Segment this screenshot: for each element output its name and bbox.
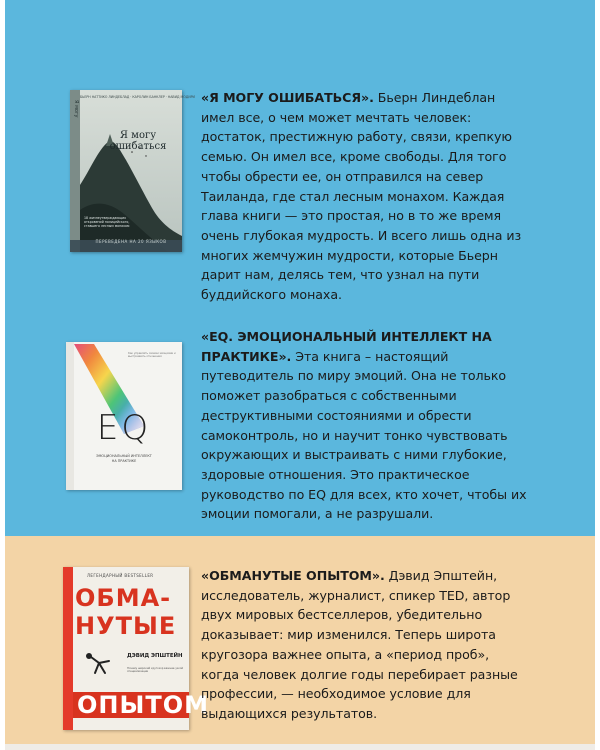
book-cover-obmanutye-opytom	[63, 567, 210, 730]
book-cover-eq	[66, 342, 182, 490]
falling-figure-icon	[81, 651, 121, 681]
book3-small-text: Почему широкий кругозор важнее узкой специализации	[127, 667, 184, 674]
book1-description	[201, 88, 531, 305]
book2-cover-subtitle	[66, 454, 182, 463]
book3-author: ДЭВИД ЭПШТЕЙН	[127, 653, 183, 659]
book2-description-title: «EQ. ЭМОЦИОНАЛЬНЫЙ ИНТЕЛЛЕКТ НА ПРАКТИКЕ».	[201, 329, 492, 364]
book3-description	[201, 566, 531, 724]
book3-title-line3: ОПЫТОМ	[73, 692, 189, 718]
book2-description	[201, 327, 531, 524]
book3-title-line2: НУТЫЕ	[75, 612, 177, 640]
book3-description-title: «ОБМАНУТЫЕ ОПЫТОМ».	[201, 568, 385, 583]
book2-subtitle-line2: НА ПРАКТИКЕ	[111, 458, 137, 463]
book3-badge: ЛЕГЕНДАРНЫЙ BESTSELLER	[87, 573, 154, 578]
book2-description-text: Эта книга – настоящий путеводитель по миру эмоций. Она не только поможет разобраться с собственными деструктивными состояниями и обрести самоконтроль, но и научит тонко чувствовать окружающих и выстраивать с ними глубокие, здоровые отношения. Это практическое руководство по EQ для всех, кто хочет, чтобы их эмоции помогали, а не разрушали.	[201, 348, 527, 522]
book3-title-line1: ОБМА-	[75, 584, 172, 612]
book2-blurb: Как управлять своими эмоциями и выстраивать отношения	[128, 352, 176, 359]
book1-description-text: Бьерн Линдеблан имел все, о чем может мечтать человек: достаток, престижную работу, связи, крепкую семью. Он имел все, кроме свободы. Для того чтобы обрести ее, он отправился на север Таиланда, где стал лесным монахом. Каждая глава книги — это простая, но в то же время очень глубокая мудрость. И всего лишь одна из многих жемчужин мудрости, которые Бьерн дарит нам, делясь тем, что узнал на пути буддийского монаха.	[201, 90, 522, 303]
book1-description-title: «Я МОГУ ОШИБАТЬСЯ».	[201, 90, 374, 105]
book1-bottom-text: ПЕРЕВЕДЕНА НА 20 ЯЗЫКОВ	[95, 239, 167, 244]
book1-cover-title	[98, 130, 178, 152]
book2-subtitle-line1: ЭМОЦИОНАЛЬНЫЙ ИНТЕЛЛЕКТ	[96, 454, 152, 458]
book3-description-text: Дэвид Эпштейн, исследователь, журналист, спикер TED, автор двух мировых бестселлеров, убедительно доказывает: мир изменился. Теперь широта кругозора важнее опыта, а «период проб», когда человек долгие годы перебирает разные профессии, — необходимое условие для выдающихся результатов.	[201, 568, 518, 721]
book1-title-line2: ошибаться	[109, 141, 167, 152]
book1-subtitle: 18 жизнеутверждающих откровений полицейского, ставшего лесным монахом	[84, 216, 130, 228]
book1-title-line1: Я могу	[119, 130, 157, 141]
book-cover-ya-mogu-oshibatsya	[70, 90, 195, 252]
book1-authors: БЬЕРН НАТТИКО ЛИНДЕБЛАД · КАРОЛИН БАНКЛЕР · НАВИД МОДИРИ	[80, 95, 195, 99]
book2-cover-eq-title: EQ	[96, 408, 152, 448]
book3-spine	[63, 567, 73, 730]
book1-spine-title: Я могу	[73, 100, 79, 118]
